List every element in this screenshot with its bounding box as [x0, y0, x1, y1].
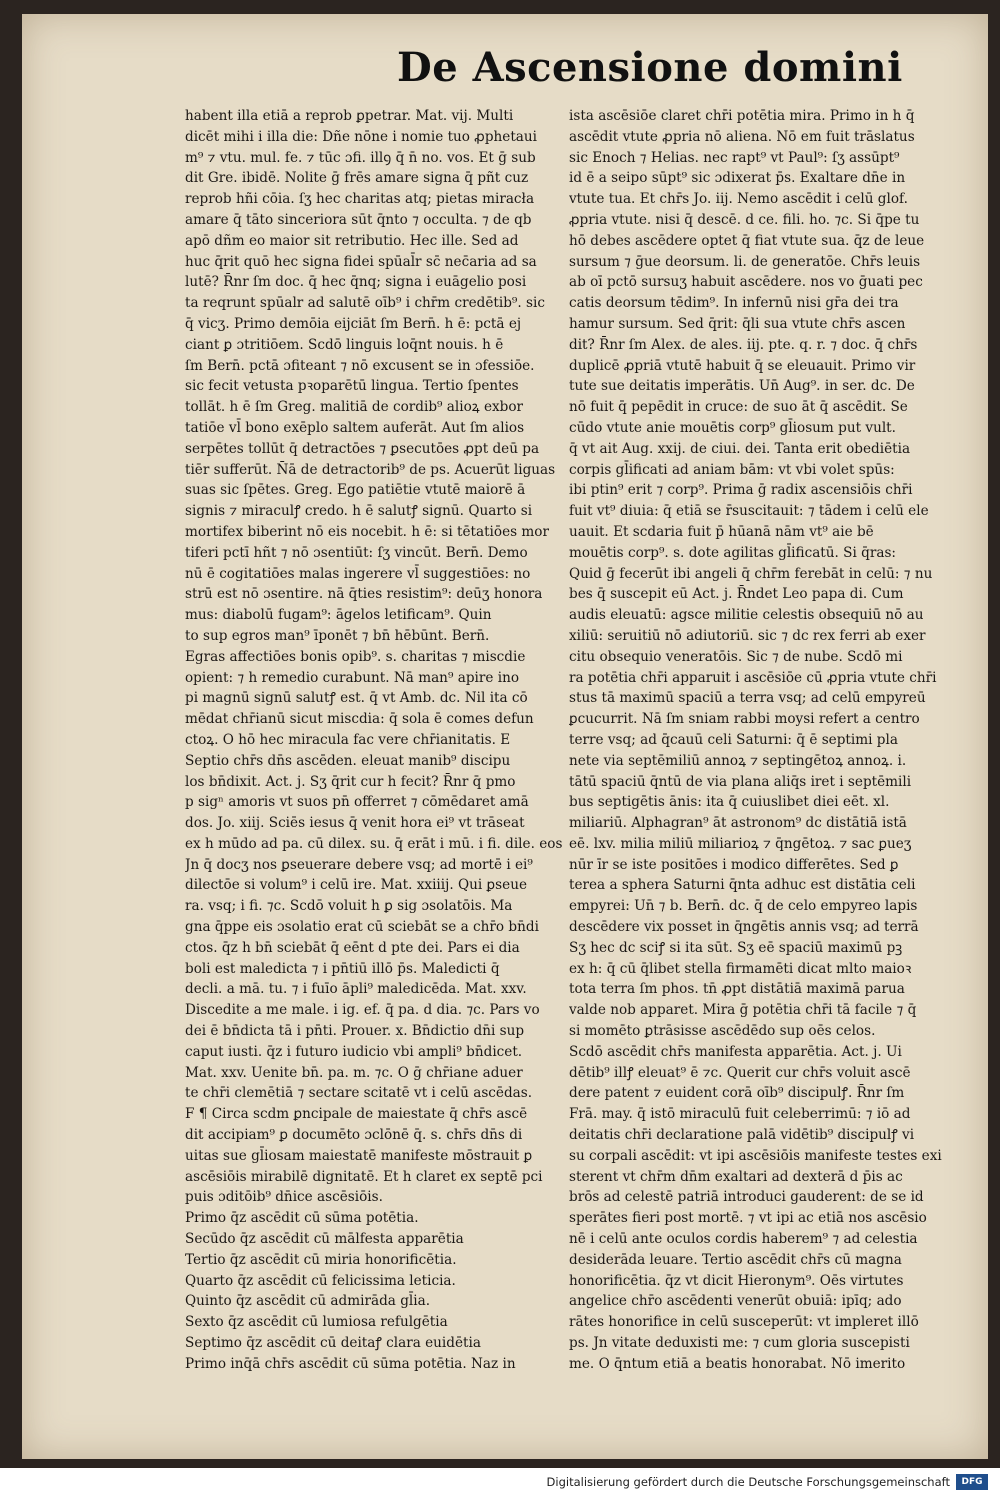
text-line: Septimo q̄z ascēdit cū deitaꝭ clara euidētia: [185, 1335, 481, 1352]
text-line: F ¶ Circa scdm ꝑncipale de maiestate q̄ chr̄s ascē: [185, 1106, 528, 1123]
text-line: amare q̄ tāto sinceriora sūt q̄nto ⁊ occulta. ⁊ de qb: [185, 211, 532, 228]
text-line: Quinto q̄z ascēdit cū admirāda gl̄ia.: [185, 1293, 431, 1310]
text-line: apō dñm eo maior sit retributio. Hec ille. Sed ad: [185, 232, 519, 249]
text-line: sperātes fieri post mortē. ⁊ vt ipi ac etiā nos ascēsio: [569, 1210, 927, 1227]
text-line: strū est nō ɔsentire. nā q̄ties resistim⁹: deūʒ honora: [185, 586, 543, 603]
text-line: brōs ad celestē patriā introduci gauderent: de se id: [569, 1189, 924, 1206]
text-line: hō debes ascēdere optet q̄ fiat vtute sua. q̄z de leue: [569, 232, 925, 249]
text-line: Quid ḡ fecerūt ibi angeli q̄ chr̄m ferebāt in celū: ⁊ nu: [569, 565, 933, 582]
text-line: decli. a mā. tu. ⁊ i fuīo āpli⁹ maledicēda. Mat. xxv.: [185, 981, 527, 998]
text-line: ctos. q̄z h bn̄ sciebāt q̄ eēnt d pte dei. Pars ei dia: [185, 939, 520, 956]
text-line: mus: diabolū fugam⁹: āgelos letificam⁹. Quin: [185, 607, 492, 624]
text-line: mēdat chr̄ianū sicut miscdia: q̄ sola ē comes defun: [185, 711, 534, 728]
text-line: rātes honorifice in celū susceperūt: vt impleret illō: [569, 1314, 919, 1331]
text-line: tiferi pctī hñt ⁊ nō ɔsentiūt: ſʒ vincūt. Bern̄. Demo: [185, 544, 528, 561]
text-line: sic fecit vetusta pꝛoparētū lingua. Tertio ſpentes: [185, 378, 519, 395]
text-line: sursum ⁊ ḡue deorsum. li. de generatōe. Chr̄s leuis: [569, 253, 921, 270]
text-line: Discedite a me male. i ig. ef. q̄ pa. d dia. ⁊c. Pars vo: [185, 1002, 540, 1019]
text-line: Primo q̄z ascēdit cū sūma potētia.: [185, 1210, 419, 1227]
text-line: boli est maledicta ⁊ i pn̄tiū illō p̄s. Maledicti q̄: [185, 960, 500, 977]
text-line: dētib⁹ illꝭ eleuat⁹ ē ⁊c. Querit cur chr̄s voluit ascē: [569, 1064, 911, 1081]
text-line: ps. Jn vitate deduxisti me: ⁊ cum gloria suscepisti: [569, 1335, 910, 1352]
text-line: ciant ꝑ ɔtritiōem. Scdō linguis loq̄nt nouis. h ē: [185, 336, 504, 353]
text-line: sterent vt chr̄m dn̄m exaltari ad dexterā d p̄is ac: [569, 1168, 903, 1185]
text-line: puis ɔditōib⁹ dn̄ice ascēsiōis.: [185, 1189, 383, 1206]
text-line: dicēt mihi i illa die: Dñe nōne i nomie tuo ꝓphetaui: [185, 128, 537, 145]
text-line: nete via septēmiliū annoꝝ ⁊ septingētoꝝ annoꝝ. i.: [569, 752, 907, 769]
text-line: Secūdo q̄z ascēdit cū mālfesta apparētia: [185, 1231, 464, 1248]
text-line: Sʒ hec dc sciꝭ si ita sūt. Sʒ eē spaciū maximū pꝫ: [569, 939, 903, 956]
text-line: mouētis corp⁹. s. dote agilitas gl̄ificatū. Si q̄ras:: [569, 544, 897, 561]
text-line: hamur sursum. Sed q̄rit: q̄li sua vtute chr̄s ascen: [569, 315, 906, 332]
text-line: Jn q̄ docʒ nos ꝑseuerare debere vsq; ad mortē i ei⁹: [185, 856, 533, 873]
text-line: cūdo vtute anie mouētis corp⁹ gl̄iosum put vult.: [569, 419, 896, 436]
text-line: id ē a seipo sūpt⁹ sic ɔdixerat p̄s. Exaltare dn̄e in: [569, 170, 906, 187]
text-line: sic Enoch ⁊ Helias. nec rapt⁹ vt Paul⁹: ſʒ assūpt⁹: [569, 149, 900, 166]
text-line: ra. vsq; i fi. ⁊c. Scdō voluit h ꝑ sig ɔsolatōis. Ma: [185, 898, 513, 915]
text-line: me. O q̄ntum etiā a beatis honorabat. Nō imerito: [569, 1355, 906, 1372]
text-line: tiēr sufferūt. N̄ā de detractorib⁹ de ps. Acuerūt liguas: [185, 461, 556, 478]
text-line: huc q̄rit quō hec signa fidei spūal̄r sc̄ nec̄aria ad sa: [185, 253, 537, 270]
text-line: serpētes tollūt q̄ detractōes ⁊ ꝑsecutōes ꝓpt deū pa: [185, 440, 540, 457]
text-line: te chr̄i clemētiā ⁊ sectare scitatē vt i celū ascēdas.: [185, 1085, 533, 1102]
text-line: deitatis chr̄i declaratione palā vidētib⁹ discipulꝭ vi: [569, 1127, 915, 1144]
text-line: stus tā maximū spaciū a terra vsq; ad celū empyreū: [569, 690, 926, 707]
text-line: dit accipiam⁹ ꝑ documēto ɔclōnē q̄. s. chr̄s dn̄s di: [185, 1127, 523, 1144]
text-line: opient: ⁊ h remedio curabunt. Nā man⁹ apire ino: [185, 669, 520, 686]
book-page: [22, 14, 988, 1459]
text-line: Primo inq̄ā chr̄s ascēdit cū sūma potētia. Naz in: [185, 1355, 516, 1372]
text-line: dei ē bn̄dicta tā i pn̄ti. Prouer. x. Bn̄dictio dn̄i sup: [185, 1023, 525, 1040]
text-line: Mat. xxv. Uenite bn̄. pa. m. ⁊c. O ḡ chr̄iane aduer: [185, 1064, 523, 1081]
text-line: audis eleuatū: agsce militie celestis obsequiū nō au: [569, 607, 924, 624]
text-line: descēdere vix posset in q̄ngētis annis vsq; ad terrā: [569, 919, 919, 936]
text-line: terre vsq; ad q̄cauū celi Saturni: q̄ ē septimi pla: [569, 731, 898, 748]
text-line: ra potētia chr̄i apparuit i ascēsiōe cū ꝓpria vtute chr̄i: [569, 669, 937, 686]
text-line: ista ascēsiōe claret chr̄i potētia mira. Primo in h q̄: [569, 108, 915, 124]
text-line: tatiōe vl̄ bono exēplo saltem auferāt. Aut ſm alios: [185, 419, 525, 436]
text-line: ascēdit vtute ꝓpria nō aliena. Nō em fuit trāslatus: [569, 128, 915, 145]
text-line: tātū spaciū q̄ntū de via plana aliq̄s iret i septēmili: [569, 773, 912, 790]
text-line: duplicē ꝓpriā vtutē habuit q̄ se eleuauit. Primo vir: [569, 357, 916, 374]
text-line: terea a sphera Saturni q̄nta adhuc est distātia celi: [569, 877, 916, 894]
text-line: bus septigētis ānis: ita q̄ cuiuslibet diei eēt. xl.: [569, 794, 890, 811]
text-line: Egras affectiōes bonis opib⁹. s. charitas ⁊ miscdie: [185, 648, 526, 665]
text-line: empyrei: Un̄ ⁊ b. Bern̄. dc. q̄ de celo empyreo lapis: [569, 898, 918, 915]
text-line: los bn̄dixit. Act. j. Sʒ q̄rit cur h fecit? R̄nr q̄ pmo: [185, 773, 516, 790]
text-line: Scdō ascēdit chr̄s manifesta apparētia. Act. j. Ui: [569, 1043, 902, 1060]
text-line: ex h mūdo ad pa. cū dilex. su. q̄ erāt i mū. i fi. dile. eos: [185, 835, 563, 852]
text-line: catis deorsum tēdim⁹. In infernū nisi gr̄a dei tra: [569, 295, 899, 312]
text-line: vtute tua. Et chr̄s Jo. iij. Nemo ascēdit i celū glof.: [569, 191, 908, 208]
text-line: Sexto q̄z ascēdit cū lumiosa refulgētia: [185, 1314, 448, 1331]
text-line: dilectōe si volum⁹ i celū ire. Mat. xxiiij. Qui ꝑseue: [185, 877, 528, 894]
text-line: tota terra ſm phos. tn̄ ꝓpt distātiā maximā parua: [569, 981, 905, 998]
text-line: valde nob apparet. Mira ḡ potētia chr̄i tā facile ⁊ q̄: [569, 1002, 917, 1019]
text-line: citu obsequio veneratōis. Sic ⁊ de nube. Scdō mi: [569, 648, 903, 665]
text-line: ꝓpria vtute. nisi q̄ descē. d ce. fili. ho. ⁊c. Si q̄pe tu: [569, 211, 920, 228]
text-line: Quarto q̄z ascēdit cū felicissima leticia.: [185, 1272, 456, 1289]
text-line: ab oī pctō sursuʒ habuit ascēdere. nos vo ḡuati pec: [569, 274, 923, 291]
text-line: ex h: q̄ cū q̄libet stella firmamēti dicat mlto maioꝛ: [569, 960, 912, 977]
text-line: pi magnū signū salutꝭ est. q̄ vt Amb. dc. Nil ita cō: [185, 690, 528, 707]
text-line: signis ⁊ miraculꝭ credo. h ē salutꝭ signū. Quarto si: [185, 503, 533, 520]
text-line: ibi ptin⁹ erit ⁊ corp⁹. Prima ḡ radix ascensiōis chr̄i: [569, 482, 913, 499]
text-line: to sup egros man⁹ īponēt ⁊ bn̄ hēbūnt. Bern̄.: [185, 627, 490, 644]
text-line: eē. lxv. milia miliū miliarioꝝ ⁊ q̄ngētoꝝ. ⁊ sac ꝑueʒ: [569, 835, 912, 852]
text-line: gna q̄ppe eis ɔsolatio erat cū sciebāt se a chr̄o bn̄di: [185, 919, 539, 936]
text-line: dos. Jo. xiij. Sciēs iesus q̄ venit hora ei⁹ vt trāseat: [185, 815, 525, 832]
text-line: tollāt. h ē ſm Greg. malitiā de cordib⁹ alioꝝ exbor: [185, 399, 524, 416]
text-line: mortifex biberint nō eis nocebit. h ē: si tētatiōes mor: [185, 523, 549, 540]
text-line: dit? R̄nr ſm Alex. de ales. iij. pte. q. r. ⁊ doc. q̄ chr̄s: [569, 336, 918, 353]
text-line: suas sic ſpētes. Greg. Ego patiētie vtutē maiorē ā: [185, 482, 526, 499]
text-line: q̄ vicʒ. Primo demōia eijciāt ſm Bern̄. h ē: pctā ej: [185, 315, 522, 332]
text-line: p sigⁿ amoris vt suos pn̄ offerret ⁊ cōmēdaret amā: [185, 794, 529, 811]
dfg-logo: DFG: [956, 1474, 988, 1490]
text-line: lutē? R̄nr ſm doc. q̄ hec q̄nq; signa i euāgelio posi: [185, 274, 527, 291]
text-line: nūr īr se iste positōes i modico differētes. Sed ꝑ: [569, 856, 899, 873]
text-line: caput iusti. q̄z i futuro iudicio vbi ampli⁹ bn̄dicet.: [185, 1043, 523, 1060]
text-line: honorificētia. q̄z vt dicit Hieronym⁹. Oēs virtutes: [569, 1272, 904, 1289]
text-line: reprob hñi cōia. ſʒ hec charitas atq; pietas miracła: [185, 191, 535, 208]
digitization-footer: [0, 1468, 1000, 1497]
text-line: fuit vt⁹ diuia: q̄ etiā se r̄suscitauit: ⁊ tādem i celū ele: [569, 503, 929, 520]
text-line: habent illa etiā a reprob ꝑpetrar. Mat. vij. Multi: [185, 108, 514, 124]
left-text-column: [185, 106, 565, 1375]
text-line: tute sue deitatis imperātis. Un̄ Aug⁹. in ser. dc. De: [569, 378, 915, 395]
text-line: uauit. Et scdaria fuit p̄ hūanā nām vt⁹ aie bē: [569, 523, 874, 540]
text-line: nē i celū ante oculos cordis haberem⁹ ⁊ ad celestia: [569, 1231, 918, 1248]
text-line: Tertio q̄z ascēdit cū miria honorificētia.: [185, 1251, 457, 1268]
text-line: ſm Bern̄. pctā ɔfiteant ⁊ nō excusent se in ɔfessiōe.: [185, 357, 535, 374]
text-line: uitas sue gl̄iosam maiestatē manifeste mōstrauit ꝑ: [185, 1147, 533, 1164]
text-line: dit Gre. ibidē. Nolite ḡ frēs amare signa q̄ pñt cuz: [185, 170, 529, 187]
right-text-column: [569, 106, 949, 1375]
text-line: bes q̄ suscepit eū Act. j. R̄ndet Leo papa di. Cum: [569, 586, 904, 603]
text-line: su corpali ascēdit: vt ipi ascēsiōis manifeste testes exi: [569, 1147, 942, 1164]
text-line: Septio chr̄s dn̄s ascēden. eleuat manib⁹ discipu: [185, 752, 511, 769]
footer-credit: Digitalisierung gefördert durch die Deutsche Forschungsgemeinschaft: [546, 1475, 950, 1489]
text-line: dere patent ⁊ euident corā oīb⁹ discipulꝭ. R̄nr ſm: [569, 1085, 905, 1102]
text-line: nū ē cogitatiōes malas ingerere vl̄ suggestiōes: no: [185, 565, 531, 582]
text-line: Frā. may. q̄ istō miraculū fuit celeberrimū: ⁊ iō ad: [569, 1106, 911, 1123]
text-line: q̄ vt ait Aug. xxij. de ciui. dei. Tanta erit obediētia: [569, 440, 911, 457]
running-head: De Ascensione domini: [397, 44, 903, 91]
text-line: si momēto ꝑtrāsisse ascēdēdo sup oēs celos.: [569, 1023, 876, 1040]
text-line: desiderāda leuare. Tertio ascēdit chr̄s cū magna: [569, 1251, 902, 1268]
text-line: ꝑcucurrit. Nā ſm sniam rabbi moysi refert a centro: [569, 711, 920, 728]
text-line: m⁹ ⁊ vtu. mul. fe. ⁊ tūc ɔfi. illꝯ q̄ n̄ no. vos. Et ḡ sub: [185, 149, 536, 166]
text-line: miliariū. Alphagran⁹ āt astronom⁹ dc distātiā istā: [569, 815, 907, 832]
text-line: xiliū: seruitiū nō adiutoriū. sic ⁊ dc rex ferri ab exer: [569, 627, 926, 644]
text-line: ta reqrunt spūalr ad salutē oīb⁹ i chr̄m credētib⁹. sic: [185, 295, 545, 312]
text-line: corpis gl̄ificati ad aniam bām: vt vbi volet spūs:: [569, 461, 895, 478]
text-line: ctoꝝ. O hō hec miracula fac vere chr̄ianitatis. E: [185, 731, 511, 748]
text-line: ascēsiōis mirabilē dignitatē. Et h claret ex septē pci: [185, 1168, 543, 1185]
text-line: angelice chr̄o ascēdenti venerūt obuiā: ipīq; ado: [569, 1293, 902, 1310]
text-line: nō fuit q̄ pepēdit in cruce: de suo āt q̄ ascēdit. Se: [569, 399, 908, 416]
